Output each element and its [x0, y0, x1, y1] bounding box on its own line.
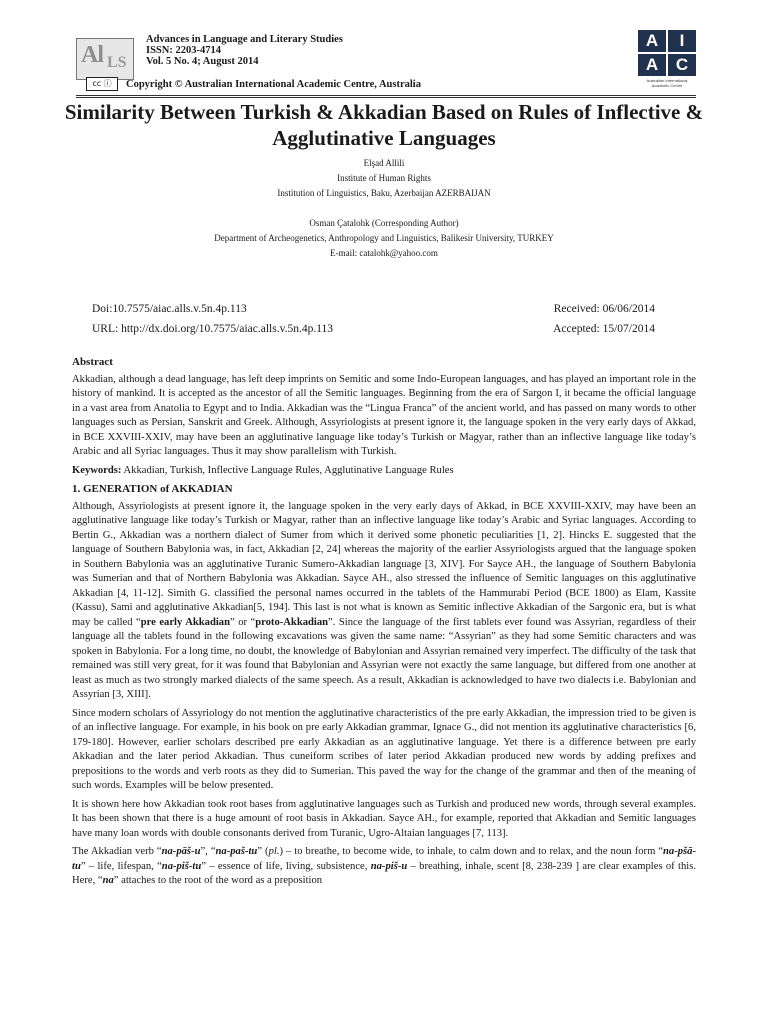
author-affiliation: Department of Archeogenetics, Anthropology and Linguistics, Balikesir University, TURKEY: [214, 233, 554, 243]
keywords: [72, 464, 696, 479]
copyright-text: Copyright © Australian International Academic Centre, Australia: [126, 78, 421, 90]
keywords-label: Keywords:: [72, 464, 122, 476]
author-affiliation: Institute of Human Rights: [337, 173, 431, 183]
journal-info: [146, 34, 343, 67]
aiac-logo-letter: I: [668, 30, 696, 52]
alls-logo: Al LS: [76, 38, 134, 80]
accepted-date: Accepted: 15/07/2014: [553, 323, 655, 335]
journal-volume: Vol. 5 No. 4; August 2014: [146, 56, 259, 67]
body-paragraph: It is shown here how Akkadian took root bases from agglutinative languages such as Turkish and produced new words, through several examples. It has been shown that there is a huge amount of root basis in Akkadian. Sayce AH., for example, reported that Akkadian and Semitic languages have many loan words with double consonants derived from Turanic, Ugro-Altaian languages [7, 113].: [72, 798, 696, 839]
doi-text: Doi:10.7575/aiac.alls.v.5n.4p.113: [92, 303, 247, 315]
journal-header: [76, 30, 700, 94]
keywords-text: Akkadian, Turkish, Inflective Language Rules, Agglutinative Language Rules: [123, 464, 454, 476]
author-email[interactable]: E-mail: catalohk@yahoo.com: [330, 248, 438, 258]
author-block: [60, 156, 708, 261]
journal-issn: ISSN: 2203-4714: [146, 45, 221, 56]
aiac-logo: [638, 30, 696, 88]
aiac-logo-letter: A: [638, 54, 666, 76]
article-meta: [92, 299, 655, 339]
journal-name: Advances in Language and Literary Studies: [146, 34, 343, 45]
aiac-logo-letter: C: [668, 54, 696, 76]
body-paragraph: Although, Assyriologists at present ignore it, the language spoken in the very early days of Akkad, in BCE XXVIII-XXIV, may have been an agglutinative language like today’s Turkish or Magyar, rather than an inflective language like today’s Arabic and Syriac languages. According to Bertin G., Akkadian was a northern dialect of Sumer from which it derived some phonetic peculiarities [1, 2]. Hincks E. suggested that the language of Southern Babylonia was, in fact, Akkadian [2, 24] whereas the majority of the earlier Assyriologists argued that the language spoken in Southern Babylonia was an agglutinative Turanic Sumero-Akkadian language [3, XIV]. For Sayce AH., the language of Southern Babylonia was Sumerian and that of Northern Babylonia was Akkadian. Sayce AH., also stressed the influence of Semitic languages on this agglutinative Akkadian [4, 11-12]. Simith G. classified the personal names occurred in the tablets of the Hammurabi Period (BCE 1800) as Elam, Kassite (Kassu), Sami and agglutinative Akkadian[5, 194]. This last is not what is known as Semitic inflective Akkadian of the Sargonic era, but is what may be called “pre early Akkadian” or “proto-Akkadian”. Since the language of the first tablets ever found was Assyrian, regardless of their language all the tablets found in the following excavations was given the same name: “Assyrian” as they had some Semitic characters and was spoken in Babylonia. For a long time, no doubt, the knowledge of Babylonian and Assyrian remained very imperfect. The difficulty of the task that remained was still very great, for it was found that Babylonian and Assyrian were not exactly the same language, but differed from one another at least as much as two strongly marked dialects of the same speech. As a result, Akkadian is acknowledged to have two dialects i.e. Babylonian and Assyrian [3, XIII].: [72, 500, 696, 700]
paper-title: Similarity Between Turkish & Akkadian Based on Rules of Inflective & Agglutinative Languages: [64, 100, 704, 150]
body-paragraph: Since modern scholars of Assyriology do not mention the agglutinative characteristics of the pre early Akkadian, the impression tried to be given is of an inflective language. For example, in his book on pre early Akkadian grammar, Ignace G., did not mention its agglutinative characteristics [6, 179-180]. However, earlier scholars described pre early Akkadian as an agglutinative language. Yet there is a difference between pre early Akkadian and the later period Akkadian. Thus cuneiform scribes of later period Akkadian produced new words by adding prefixes and prepositions to the words and verb roots as they did to Sumerian. This paved the way for the change of the grammar and then of the meaning of such words. Examples will be below presented.: [72, 707, 696, 791]
header-rule: [76, 95, 696, 96]
received-date: Received: 06/06/2014: [553, 303, 655, 315]
header-rule: [76, 97, 696, 98]
copyright-row: [86, 77, 421, 91]
author-name: Osman Çatalohk (Corresponding Author): [309, 218, 459, 228]
creative-commons-icon[interactable]: cc ⓘ: [86, 77, 118, 91]
aiac-logo-letter: A: [638, 30, 666, 52]
abstract-text: Akkadian, although a dead language, has left deep imprints on Semitic and some Indo-European languages, and has played an important role in the history of mankind. It is accepted as the ancestor of all the Semitic languages. Beginning from the era of Sargon I, it became the official language in a vast area from Anatolia to Egypt and to India. Akkadian was the “Lingua Franca” of the ancient world, and has passed on many words to other languages such as Persian, Sanskrit and Greek. Although, Assyriologists at present ignore it, the language spoken in the very early days of Akkad, in BCE XXVIII-XXIV, may have been an agglutinative language like today’s Turkish or Magyar, rather than an inflective language like today’s Arabic and all Syriac languages. Thus it may show parallelism with Turkish.: [72, 373, 696, 457]
abstract-heading: Abstract: [72, 356, 113, 368]
author-affiliation: Institution of Linguistics, Baku, Azerbaijan AZERBAIJAN: [277, 188, 491, 198]
url-link[interactable]: URL: http://dx.doi.org/10.7575/aiac.alls.v.5n.4p.113: [92, 323, 334, 335]
section-heading: 1. GENERATION of AKKADIAN: [72, 483, 233, 495]
article-body: [72, 355, 696, 893]
aiac-logo-caption: Australian International Academic Centre: [646, 78, 688, 88]
author-name: Elşad Allili: [363, 158, 405, 168]
body-paragraph: The Akkadian verb “na-pāš-u”, “na-paš-tu” (pl.) – to breathe, to become wide, to inhale, to calm down and to relax, and the noun form “na-pšā-tu” – life, lifespan, “na-piš-tu” – essence of life, living, subsistence, na-piš-u – breathing, inhale, scent [8, 238-239 ] are clear examples of this. Here, “na” attaches to the root of the word as a preposition: [72, 846, 696, 886]
